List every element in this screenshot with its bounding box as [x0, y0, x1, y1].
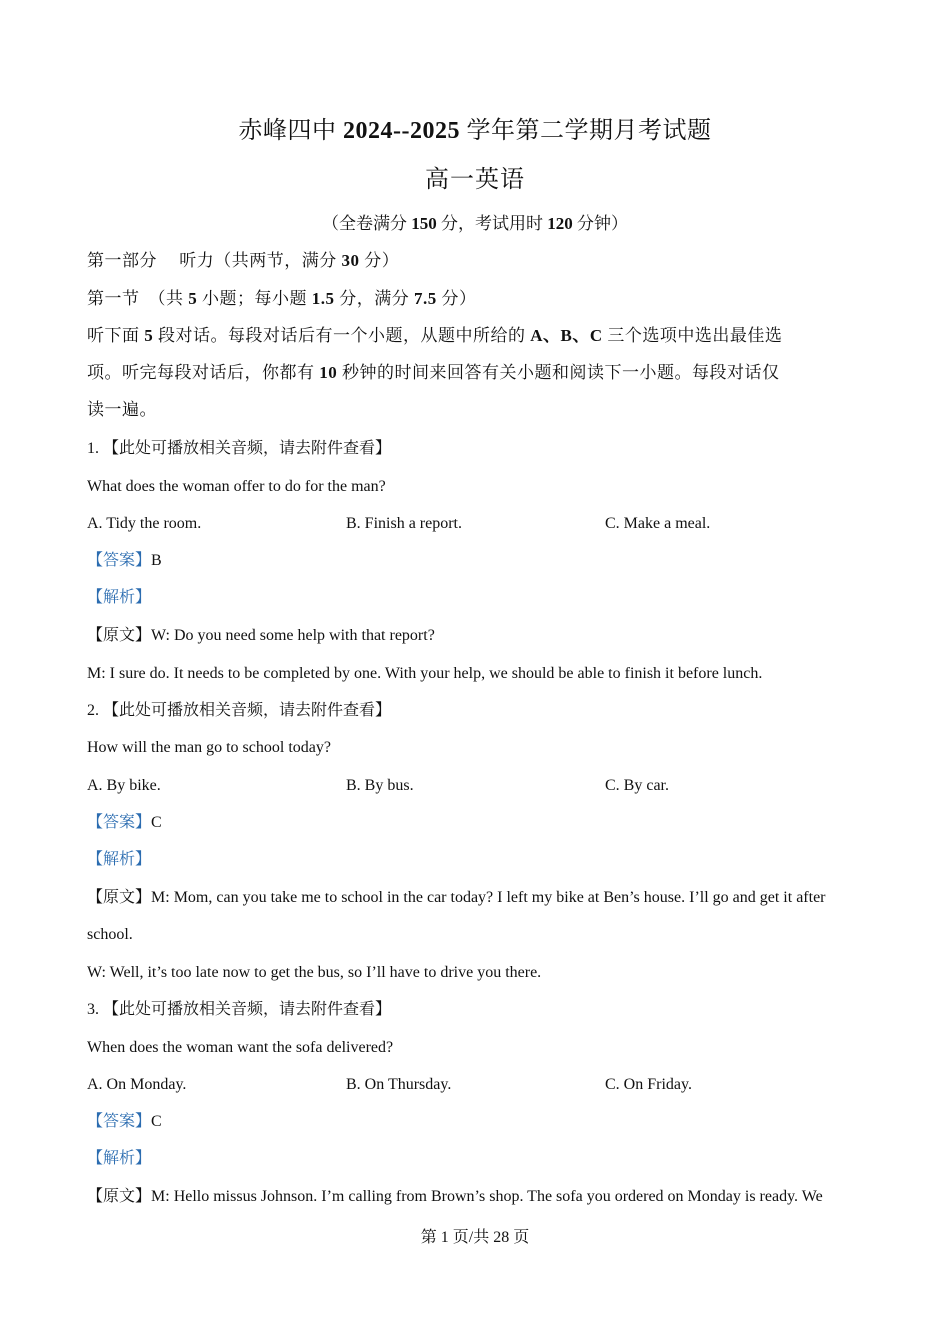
- question-1-answer: 【答案】B: [87, 552, 162, 569]
- question-3-heading: 3. 【此处可播放相关音频，请去附件查看】: [87, 1001, 392, 1018]
- question-1-analysis: 【解析】: [87, 589, 152, 606]
- question-1-original-2: M: I sure do. It needs to be completed by one. With your help, we should be able to finish it before lunch.: [87, 665, 763, 682]
- question-2-original-2: W: Well, it’s too late now to get the bus, so I’ll have to drive you there.: [87, 964, 542, 981]
- question-1-option-c: C. Make a meal.: [605, 515, 711, 532]
- question-1-original-1: 【原文】W: Do you need some help with that report?: [87, 627, 435, 644]
- exam-subject: 高一英语: [425, 167, 525, 193]
- question-2-option-c: C. By car.: [605, 777, 669, 794]
- question-2-heading: 2. 【此处可播放相关音频，请去附件查看】: [87, 702, 392, 719]
- question-3-original-1: 【原文】M: Hello missus Johnson. I’m calling from Brown’s shop. The sofa you ordered on Monday is ready. We: [87, 1188, 823, 1205]
- page-number: 第 1 页/共 28 页: [420, 1229, 530, 1246]
- section-heading: 第一节 （共 5 小题；每小题 1.5 分，满分 7.5 分）: [87, 289, 477, 308]
- question-2-option-a: A. By bike.: [87, 777, 161, 794]
- instructions-line-2: 项。听完每段对话后，你都有 10 秒钟的时间来回答有关小题和阅读下一小题。每段对话仅: [87, 363, 780, 382]
- question-3-analysis: 【解析】: [87, 1150, 152, 1167]
- question-2-option-b: B. By bus.: [346, 777, 414, 794]
- question-1-heading: 1. 【此处可播放相关音频，请去附件查看】: [87, 440, 392, 457]
- instructions-line-1: 听下面 5 段对话。每段对话后有一个小题，从题中所给的 A、B、C 三个选项中选出最佳选: [87, 326, 783, 345]
- question-3-answer: 【答案】C: [87, 1113, 162, 1130]
- question-1-option-a: A. Tidy the room.: [87, 515, 202, 532]
- exam-title: 赤峰四中 2024--2025 学年第二学期月考试题: [238, 118, 712, 144]
- instructions-line-3: 读一遍。: [87, 400, 157, 419]
- question-2-original-1-cont: school.: [87, 926, 133, 943]
- question-2-stem: How will the man go to school today?: [87, 739, 331, 756]
- part-heading: 第一部分 听力（共两节，满分 30 分）: [87, 251, 400, 270]
- question-2-answer: 【答案】C: [87, 814, 162, 831]
- question-3-stem: When does the woman want the sofa delivered?: [87, 1039, 394, 1056]
- question-3-option-b: B. On Thursday.: [346, 1076, 452, 1093]
- question-2-analysis: 【解析】: [87, 851, 152, 868]
- question-3-option-a: A. On Monday.: [87, 1076, 187, 1093]
- exam-note: （全卷满分 150 分，考试用时 120 分钟）: [322, 214, 628, 233]
- question-1-option-b: B. Finish a report.: [346, 515, 462, 532]
- question-2-original-1: 【原文】M: Mom, can you take me to school in the car today? I left my bike at Ben’s house. I’ll go and get it after: [87, 889, 826, 906]
- question-3-option-c: C. On Friday.: [605, 1076, 692, 1093]
- question-1-stem: What does the woman offer to do for the man?: [87, 478, 386, 495]
